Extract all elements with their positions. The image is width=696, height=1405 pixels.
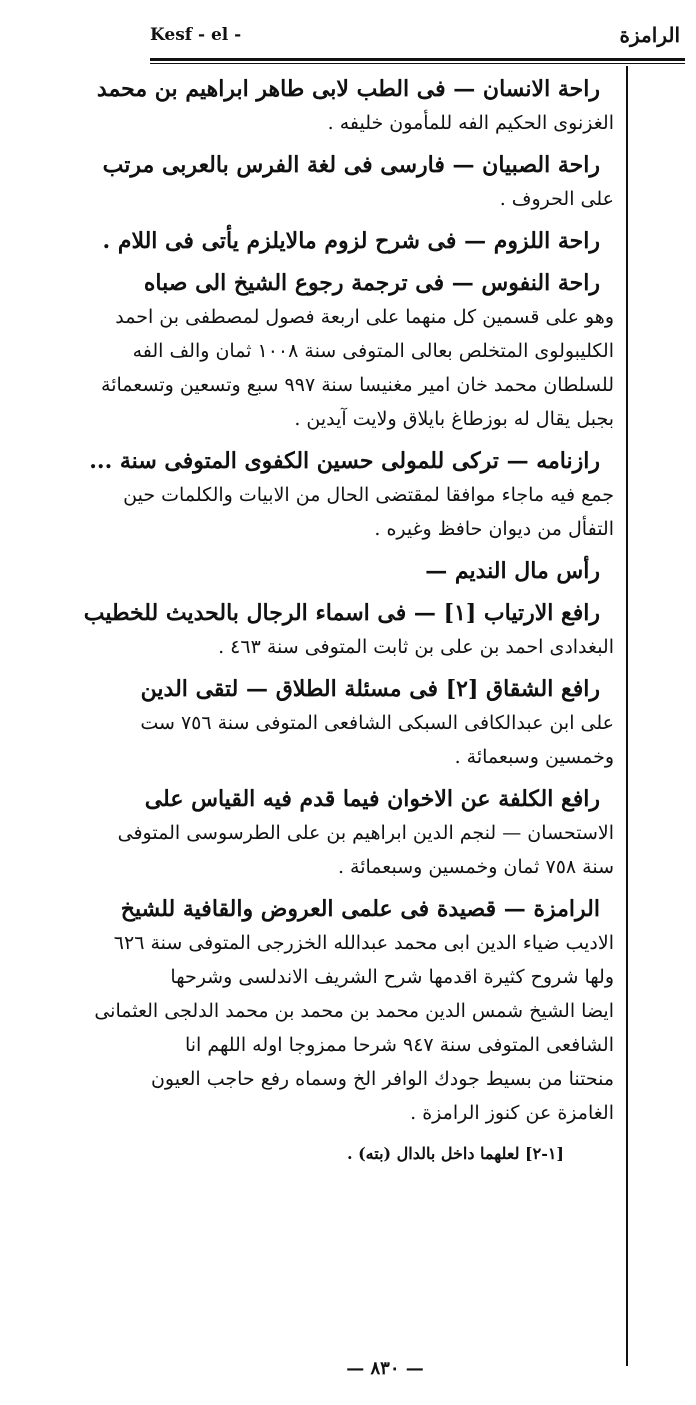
footnote: [١-٢] لعلهما داخل بالدال (بته) . xyxy=(346,1144,564,1163)
bibliography-entry xyxy=(117,782,614,884)
page-number: — ٨٣٠ — xyxy=(346,1358,424,1379)
entry-heading-line: راحة الصبيان — فارسى فى لغة الفرس بالعربى مرتب xyxy=(102,152,600,178)
entry-heading-line: الرامزة — قصيدة فى علمى العروض والقافية للشيخ xyxy=(120,896,600,922)
bibliography-entry xyxy=(89,444,614,546)
entry-text-line: ايضا الشيخ شمس الدين محمد بن محمد بن محمد الدلجى العثمانى xyxy=(94,1000,614,1022)
entry-heading-line: رافع الشقاق [٢] فى مسئلة الطلاق — لتقى الدين xyxy=(140,676,600,702)
bibliography-entry xyxy=(83,596,614,664)
entry-heading-line: راحة اللزوم — فى شرح لزوم مالايلزم يأتى فى اللام . xyxy=(102,228,600,254)
entry-text-line: الغامزة عن كنوز الرامزة . xyxy=(410,1102,614,1124)
entry-text-line: بجبل يقال له بوزطاغ بايلاق ولايت آيدين . xyxy=(294,408,614,430)
entry-text-line: منحتنا من بسيط جودك الوافر الخ وسماه رفع حاجب العيون xyxy=(150,1068,614,1090)
entry-text-line: البغدادى احمد بن على بن ثابت المتوفى سنة ٤٦٣ . xyxy=(218,636,614,658)
text-body xyxy=(83,72,614,1170)
entry-heading-line: رأس مال النديم — xyxy=(425,558,600,584)
bibliography-entry xyxy=(140,672,614,774)
bibliography-entry xyxy=(102,224,614,258)
entry-text-line: على الحروف . xyxy=(499,188,614,210)
entry-text-line: وخمسين وسبعمائة . xyxy=(454,746,614,768)
entry-heading-line: راحة الانسان — فى الطب لابى طاهر ابراهيم بن محمد xyxy=(96,76,600,102)
entry-text-line: وهو على قسمين كل منهما على اربعة فصول لمصطفى بن احمد xyxy=(115,306,614,328)
entry-text-line: جمع فيه ماجاء موافقا لمقتضى الحال من الابيات والكلمات حين xyxy=(123,484,614,506)
entry-text-line: سنة ٧٥٨ ثمان وخمسين وسبعمائة . xyxy=(337,856,614,878)
header-arabic-title: الرامزة xyxy=(619,23,680,47)
header-latin-title: Kesf - el - xyxy=(150,25,242,45)
header-rule xyxy=(150,58,685,61)
bibliography-entry xyxy=(94,892,614,1130)
entry-text-line: ولها شروح كثيرة اقدمها شرح الشريف الاندلسى وشرحها xyxy=(170,966,614,988)
entry-heading-line: رافع الارتياب [١] — فى اسماء الرجال بالحديث للخطيب xyxy=(83,600,600,626)
entry-text-line: للسلطان محمد خان امير مغنيسا سنة ٩٩٧ سبع وتسعين وتسعمائة xyxy=(101,374,614,396)
entry-text-line: الاديب ضياء الدين ابى محمد عبدالله الخزرجى المتوفى سنة ٦٢٦ xyxy=(113,932,614,954)
entry-text-line: على ابن عبدالكافى السبكى الشافعى المتوفى سنة ٧٥٦ ست xyxy=(140,712,614,734)
entry-text-line: الغزنوى الحكيم الفه للمأمون خليفه . xyxy=(327,112,614,134)
entry-text-line: الشافعى المتوفى سنة ٩٤٧ شرحا ممزوجا اوله اللهم انا xyxy=(184,1034,614,1056)
bibliography-entry xyxy=(152,554,614,588)
entry-heading-line: رازنامه — تركى للمولى حسين الكفوى المتوفى سنة ... xyxy=(89,448,600,474)
bibliography-entry xyxy=(96,72,614,140)
entry-text-line: التفأل من ديوان حافظ وغيره . xyxy=(374,518,614,540)
bibliography-entry xyxy=(102,148,614,216)
bibliography-entry xyxy=(101,266,614,436)
entry-text-line: الاستحسان — لنجم الدين ابراهيم بن على الطرسوسى المتوفى xyxy=(117,822,614,844)
entry-heading-line: رافع الكلفة عن الاخوان فيما قدم فيه القياس على xyxy=(144,786,600,812)
margin-rule xyxy=(626,66,628,1366)
header-rule-thin xyxy=(150,63,685,64)
running-header xyxy=(150,18,680,52)
entry-heading-line: راحة النفوس — فى ترجمة رجوع الشيخ الى صباه xyxy=(143,270,600,296)
entry-text-line: الكليبولوى المتخلص بعالى المتوفى سنة ١٠٠٨ ثمان والف الفه xyxy=(132,340,614,362)
